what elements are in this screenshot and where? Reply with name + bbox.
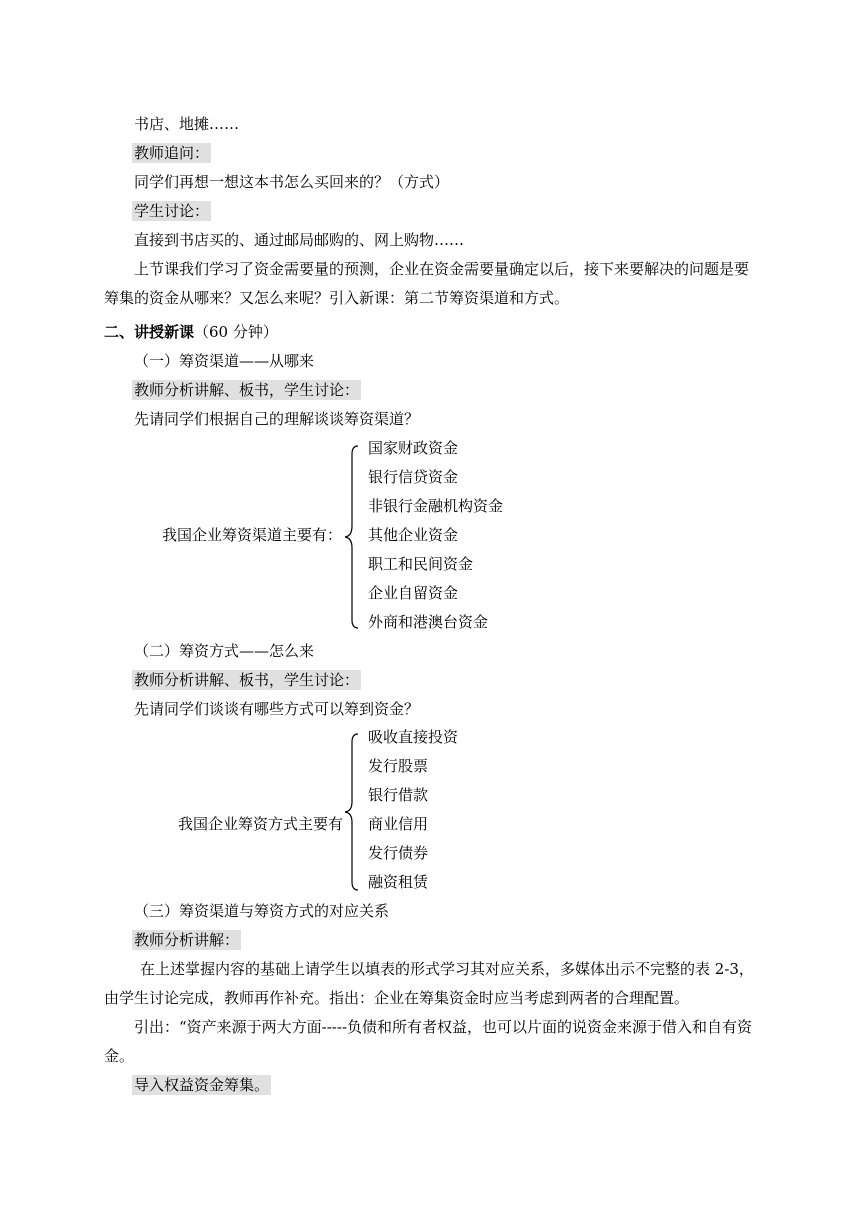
paragraph-line: 在上述掌握内容的基础上请学生以填表的形式学习其对应关系，多媒体出示不完整的表 2-3， [140, 960, 754, 978]
method-item: 发行股票 [368, 757, 429, 775]
channels-label: 我国企业筹资渠道主要有： [162, 526, 343, 544]
question-2: 先请同学们谈谈有哪些方式可以筹到资金？ [134, 700, 420, 718]
channel-item: 外商和港澳台资金 [368, 613, 489, 631]
subsection-3: （三）筹资渠道与筹资方式的对应关系 [134, 902, 390, 920]
paragraph-line: 金。 [104, 1047, 135, 1065]
methods-brace [342, 732, 360, 892]
method-item: 融资租赁 [368, 873, 429, 891]
section-title: 二、讲授新课 [104, 323, 195, 341]
channels-brace [342, 444, 360, 630]
channel-item: 国家财政资金 [368, 439, 459, 457]
method-item: 银行借款 [368, 786, 429, 804]
teacher-label-2: 教师分析讲解、板书，学生讨论： [134, 671, 360, 689]
subsection-2: （二）筹资方式——怎么来 [134, 642, 315, 660]
channel-item: 企业自留资金 [368, 584, 459, 602]
method-item: 吸收直接投资 [368, 728, 459, 746]
final-note: 导入权益资金筹集。 [134, 1076, 270, 1094]
paragraph-line: 引出：“资产来源于两大方面-----负债和所有者权益，也可以片面的说资金来源于借入和自有资 [134, 1018, 753, 1036]
text-line: 直接到书店买的、通过邮局邮购的、网上购物…… [134, 231, 465, 249]
method-item: 商业信用 [368, 815, 429, 833]
teacher-label-3: 教师分析讲解： [134, 931, 240, 949]
text-line: 书店、地摊…… [134, 115, 240, 133]
channel-item: 非银行金融机构资金 [368, 497, 504, 515]
method-item: 发行债券 [368, 844, 429, 862]
paragraph-line: 由学生讨论完成，教师再作补充。指出：企业在筹集资金时应当考虑到两者的合理配置。 [104, 989, 690, 1007]
text-line: 上节课我们学习了资金需要量的预测，企业在资金需要量确定以后，接下来要解决的问题是要 [134, 260, 750, 278]
student-discussion-label: 学生讨论： [134, 202, 210, 220]
channel-item: 其他企业资金 [368, 526, 459, 544]
methods-label: 我国企业筹资方式主要有 [178, 815, 344, 833]
text-line: 同学们再想一想这本书怎么买回来的？（方式） [134, 173, 450, 191]
section-time: （60 分钟） [194, 323, 278, 341]
text-line: 筹集的资金从哪来？又怎么来呢？引入新课：第二节筹资渠道和方式。 [104, 289, 570, 307]
question-1: 先请同学们根据自己的理解谈谈筹资渠道？ [134, 410, 420, 428]
section-heading [104, 322, 278, 342]
teacher-label-1: 教师分析讲解、板书，学生讨论： [134, 381, 360, 399]
channel-item: 职工和民间资金 [368, 555, 474, 573]
subsection-1: （一）筹资渠道——从哪来 [134, 352, 315, 370]
channel-item: 银行信贷资金 [368, 468, 459, 486]
teacher-followup-label: 教师追问： [134, 144, 210, 162]
